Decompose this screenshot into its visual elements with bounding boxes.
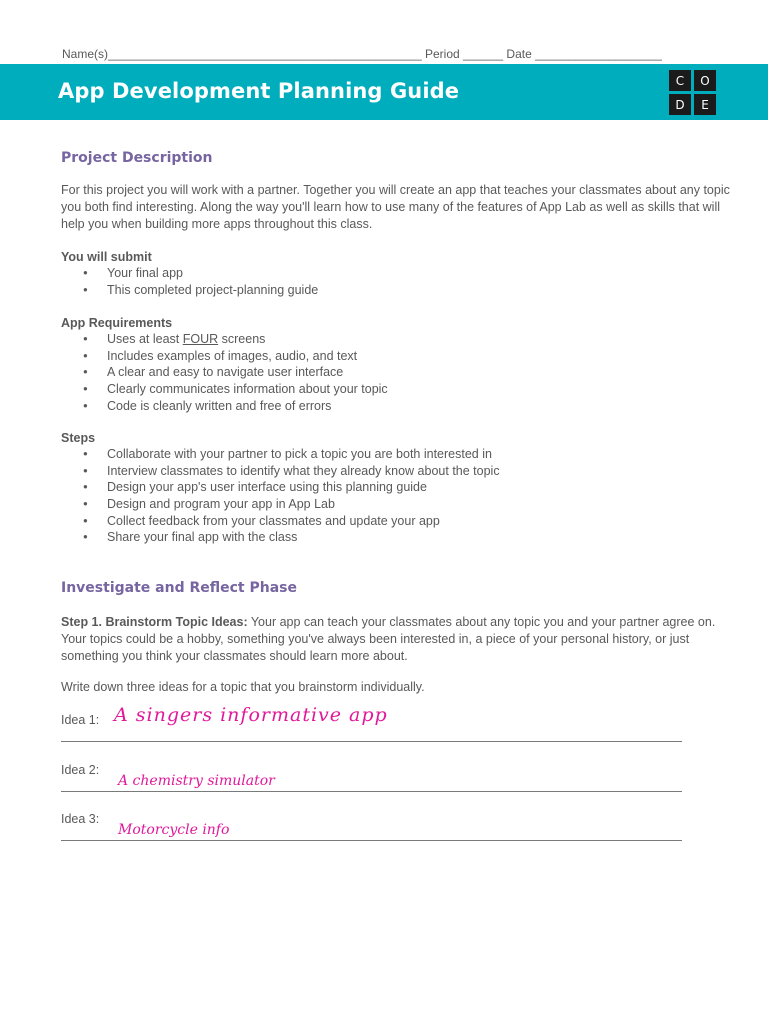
steps-heading: Steps <box>61 431 96 445</box>
requirements-heading: App Requirements <box>61 316 173 330</box>
logo-letter-o: O <box>694 70 716 91</box>
list-item: ● Collaborate with your partner to pick a topic you are both interested in <box>61 446 500 463</box>
list-item <box>61 331 388 348</box>
requirement-text: screens <box>218 332 266 346</box>
submit-list <box>61 265 318 298</box>
idea-1-handwriting: A singers informative app <box>114 704 388 726</box>
idea-3-line[interactable] <box>61 840 682 841</box>
list-item: ● Share your final app with the class <box>61 529 500 546</box>
idea-2-line[interactable] <box>61 791 682 792</box>
step1-label: Step 1. Brainstorm Topic Ideas: <box>61 615 248 629</box>
list-item: ● This completed project-planning guide <box>61 282 318 299</box>
step1-paragraph <box>61 614 731 665</box>
list-item: ● Includes examples of images, audio, and text <box>61 348 388 365</box>
list-item: ● Your final app <box>61 265 318 282</box>
idea-2-handwriting: A chemistry simulator <box>118 773 275 789</box>
list-item: ● Collect feedback from your classmates and update your app <box>61 513 500 530</box>
list-item: ● A clear and easy to navigate user interface <box>61 364 388 381</box>
logo-letter-e: E <box>694 94 716 115</box>
idea-3-label: Idea 3: <box>61 812 100 826</box>
idea-1-label: Idea 1: <box>61 713 100 727</box>
list-item: ● Clearly communicates information about your topic <box>61 381 388 398</box>
list-item: ● Code is cleanly written and free of errors <box>61 398 388 415</box>
brainstorm-instruction: Write down three ideas for a topic that you brainstorm individually. <box>61 680 425 694</box>
section-heading-investigate: Investigate and Reflect Phase <box>61 580 297 596</box>
page-title: App Development Planning Guide <box>58 79 460 103</box>
submit-heading: You will submit <box>61 250 152 264</box>
idea-3-handwriting: Motorcycle info <box>118 822 230 838</box>
idea-1-line[interactable] <box>61 741 682 742</box>
step1-text: Your app can teach your classmates about any topic you and your partner agree on. Your topics could be a hobby, something you've always been interested in, a piece of your personal history, or just something you think your classmates should learn more about. <box>61 615 716 663</box>
list-item: ● Interview classmates to identify what they already know about the topic <box>61 463 500 480</box>
title-banner <box>0 64 768 120</box>
requirement-text: Uses at least <box>107 332 183 346</box>
name-period-date-line: Name(s)_______________________________________________ Period ______ Date ___________________ <box>62 47 662 61</box>
logo-letter-d: D <box>669 94 691 115</box>
section-heading-project-description: Project Description <box>61 150 213 166</box>
underlined-emphasis: FOUR <box>182 332 219 346</box>
code-org-logo <box>669 70 717 116</box>
requirements-list <box>61 331 388 414</box>
logo-letter-c: C <box>669 70 691 91</box>
project-description-paragraph: For this project you will work with a partner. Together you will create an app that teaches your classmates about any topic you both find interesting. Along the way you'll learn how to use many of the features of App Lab as well as skills that will help you when building more apps throughout this class. <box>61 183 730 231</box>
steps-list <box>61 446 500 546</box>
idea-2-label: Idea 2: <box>61 763 100 777</box>
list-item: ● Design and program your app in App Lab <box>61 496 500 513</box>
list-item: ● Design your app's user interface using this planning guide <box>61 479 500 496</box>
